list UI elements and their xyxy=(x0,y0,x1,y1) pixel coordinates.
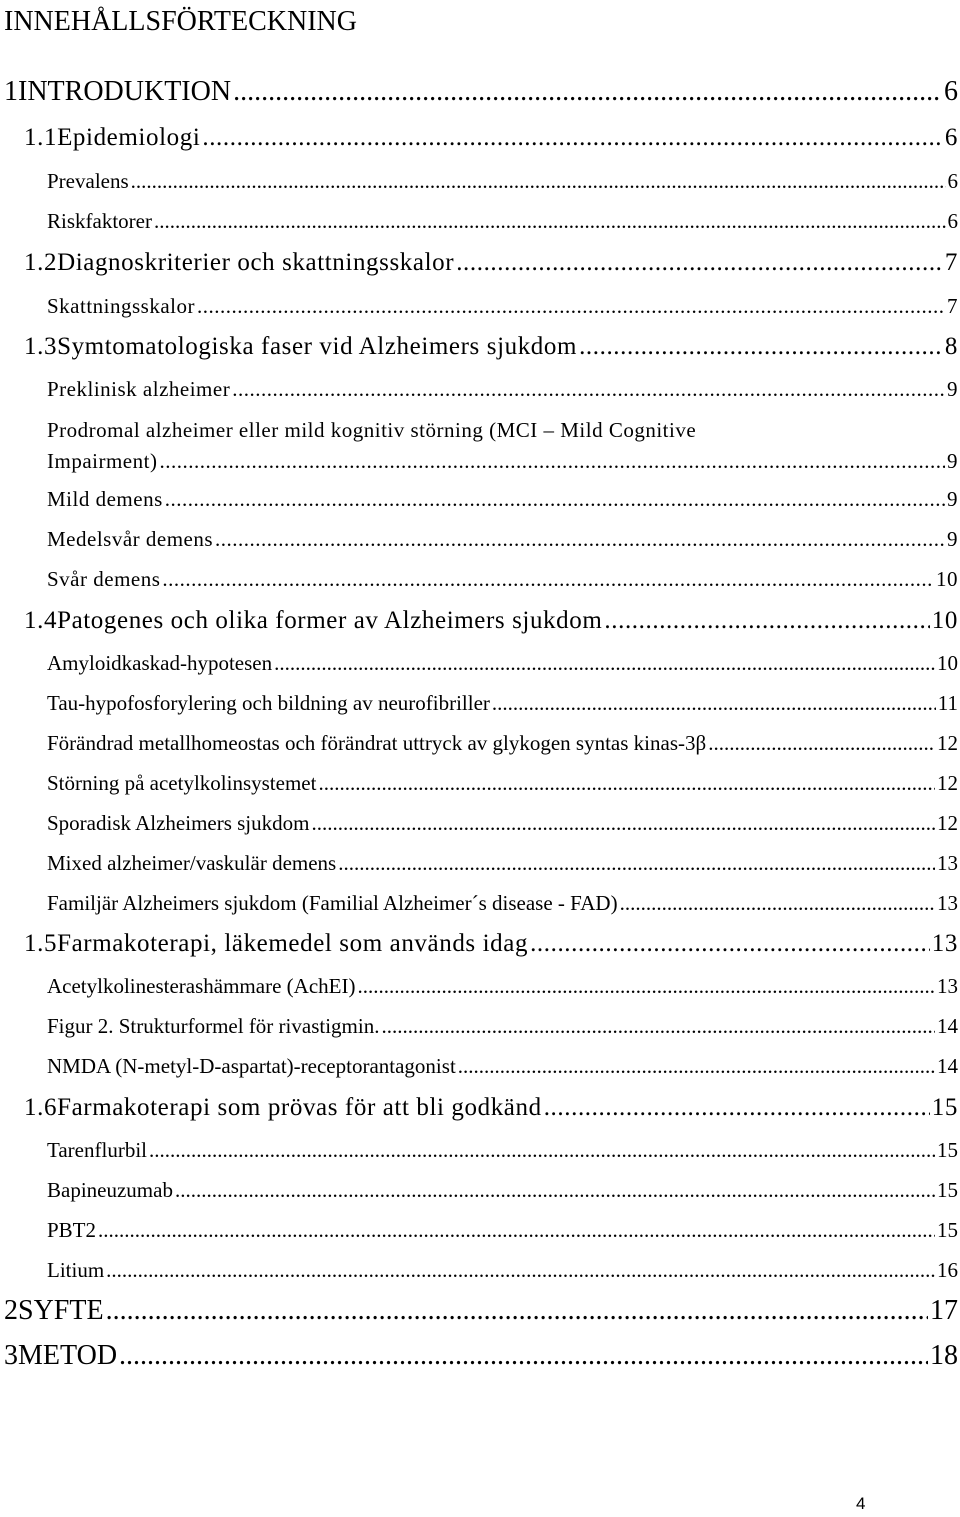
toc-entry-title: Tau-hypofosforylering och bildning av neurofibriller xyxy=(47,691,490,715)
toc-entry-medelsvar-demens[interactable] xyxy=(47,527,958,552)
toc-leader-dots xyxy=(708,731,935,756)
toc-entry-title: NMDA (N-metyl-D-aspartat)-receptorantagonist xyxy=(47,1054,456,1078)
toc-entry-number: 2 xyxy=(4,1295,18,1326)
toc-entry-syfte[interactable] xyxy=(4,1295,958,1327)
toc-entry-page: 12 xyxy=(937,771,958,795)
toc-entry-epidemiologi[interactable] xyxy=(24,124,958,152)
toc-leader-dots xyxy=(458,1054,935,1079)
toc-entry-number: 1.3 xyxy=(24,333,58,360)
toc-entry-title: Farmakoterapi, läkemedel som används idag xyxy=(57,930,529,957)
toc-entry-introduktion[interactable] xyxy=(4,76,958,108)
toc-entry-page: 10 xyxy=(937,651,958,675)
toc-leader-dots xyxy=(215,527,945,552)
toc-entry-page: 9 xyxy=(947,487,958,511)
toc-entry-farmakoterapi-idag[interactable] xyxy=(24,930,958,958)
toc-entry-nmda[interactable] xyxy=(47,1054,958,1079)
toc-entry-title: Tarenflurbil xyxy=(47,1138,147,1162)
toc-entry-metod[interactable] xyxy=(4,1340,958,1372)
toc-entry-page: 15 xyxy=(937,1178,958,1202)
toc-leader-dots xyxy=(162,567,934,592)
toc-leader-dots xyxy=(159,449,945,474)
toc-entry-number: 3 xyxy=(4,1340,18,1371)
toc-entry-farmakoterapi-provas[interactable] xyxy=(24,1094,958,1122)
toc-entry-page: 14 xyxy=(937,1014,958,1038)
toc-leader-dots xyxy=(620,891,935,916)
toc-entry-title: Medelsvår demens xyxy=(47,527,214,551)
toc-entry-page: 10 xyxy=(931,607,958,634)
toc-entry-amyloidkaskad[interactable] xyxy=(47,651,958,676)
toc-entry-bapineuzumab[interactable] xyxy=(47,1178,958,1203)
toc-entry-page: 6 xyxy=(944,76,958,107)
toc-entry-preklinisk-alzheimer[interactable] xyxy=(47,377,958,402)
page-number: 4 xyxy=(856,1494,866,1513)
toc-leader-dots xyxy=(311,811,935,836)
toc-entry-number: 1.1 xyxy=(24,124,58,151)
toc-entry-page: 7 xyxy=(947,294,958,318)
toc-entry-title: Sporadisk Alzheimers sjukdom xyxy=(47,811,310,835)
toc-leader-dots xyxy=(492,691,936,716)
toc-entry-title: Störning på acetylkolinsystemet xyxy=(47,771,317,795)
toc-entry-page: 12 xyxy=(937,731,958,755)
toc-entry-familjar-alzheimers[interactable] xyxy=(47,891,958,916)
toc-entry-number: 1.5 xyxy=(24,930,58,957)
toc-entry-page: 15 xyxy=(937,1218,958,1242)
toc-entry-title: Förändrad metallhomeostas och förändrat uttryck av glykogen syntas kinas-3β xyxy=(47,731,707,755)
toc-entry-svar-demens[interactable] xyxy=(47,567,958,592)
toc-heading: INNEHÅLLSFÖRTECKNING xyxy=(4,6,357,37)
toc-leader-dots xyxy=(232,377,945,402)
toc-entry-page: 9 xyxy=(947,377,958,401)
toc-entry-page: 8 xyxy=(944,333,958,360)
toc-entry-title: Epidemiologi xyxy=(57,124,201,151)
toc-entry-title: Diagnoskriterier och skattningsskalor xyxy=(57,249,455,276)
toc-leader-dots xyxy=(197,294,945,319)
toc-leader-dots xyxy=(106,1258,935,1283)
toc-leader-dots xyxy=(98,1218,935,1243)
toc-entry-number: 1.6 xyxy=(24,1094,58,1121)
toc-entry-page: 6 xyxy=(947,169,958,193)
toc-entry-litium[interactable] xyxy=(47,1258,958,1283)
toc-leader-dots xyxy=(119,1340,928,1372)
toc-leader-dots xyxy=(357,974,935,999)
toc-entry-title: Patogenes och olika former av Alzheimers sjukdom xyxy=(57,607,603,634)
toc-entry-acetylkolinsystemet[interactable] xyxy=(47,771,958,796)
toc-entry-page: 15 xyxy=(931,1094,958,1121)
toc-entry-title: SYFTE xyxy=(18,1295,104,1326)
toc-entry-pbt2[interactable] xyxy=(47,1218,958,1243)
toc-leader-dots xyxy=(149,1138,935,1163)
toc-entry-page: 6 xyxy=(947,209,958,233)
toc-leader-dots xyxy=(154,209,946,234)
toc-entry-page: 11 xyxy=(937,691,958,715)
toc-entry-title: Mild demens xyxy=(47,487,163,511)
toc-entry-title: METOD xyxy=(18,1340,118,1371)
toc-entry-title: Litium xyxy=(47,1258,105,1282)
toc-leader-dots xyxy=(579,333,943,361)
toc-entry-page: 18 xyxy=(930,1340,958,1371)
toc-entry-page: 7 xyxy=(944,249,958,276)
toc-entry-page: 15 xyxy=(937,1138,958,1162)
toc-entry-title: Prevalens xyxy=(47,169,129,193)
toc-entry-number: 1.4 xyxy=(24,607,58,634)
toc-leader-dots xyxy=(456,249,943,277)
toc-entry-title: Impairment) xyxy=(47,449,158,473)
toc-entry-tau-hypofosforylering[interactable] xyxy=(47,691,958,716)
toc-entry-page: 9 xyxy=(947,527,958,551)
toc-entry-number: 1 xyxy=(4,76,18,107)
toc-leader-dots xyxy=(106,1295,928,1327)
toc-entry-title: Mixed alzheimer/vaskulär demens xyxy=(47,851,337,875)
toc-entry-number: 1.2 xyxy=(24,249,58,276)
toc-entry-acetylkolinesterashammare[interactable] xyxy=(47,974,958,999)
toc-entry-title: Symtomatologiska faser vid Alzheimers sjukdom xyxy=(57,333,578,360)
toc-entry-page: 13 xyxy=(937,851,958,875)
toc-leader-dots xyxy=(381,1014,935,1039)
toc-entry-skattningsskalor[interactable] xyxy=(47,294,958,319)
toc-entry-page: 14 xyxy=(937,1054,958,1078)
toc-entry-title: Figur 2. Strukturformel för rivastigmin. xyxy=(47,1014,380,1038)
toc-entry-mild-demens[interactable] xyxy=(47,487,958,512)
toc-entry-title: Skattningsskalor xyxy=(47,294,195,318)
toc-entry-riskfaktorer[interactable] xyxy=(47,209,958,234)
toc-entry-page: 16 xyxy=(937,1258,958,1282)
toc-leader-dots xyxy=(318,771,935,796)
toc-entry-metallhomeostas[interactable] xyxy=(47,731,958,756)
toc-entry-page: 13 xyxy=(931,930,958,957)
toc-entry-page: 12 xyxy=(937,811,958,835)
toc-entry-title: Svår demens xyxy=(47,567,161,591)
toc-entry-title: Bapineuzumab xyxy=(47,1178,173,1202)
toc-entry-title: PBT2 xyxy=(47,1218,97,1242)
toc-entry-title: Farmakoterapi som prövas för att bli godkänd xyxy=(57,1094,542,1121)
toc-leader-dots xyxy=(604,607,929,635)
toc-entry-diagnoskriterier[interactable] xyxy=(24,249,958,277)
toc-entry-sporadisk-alzheimers[interactable] xyxy=(47,811,958,836)
toc-leader-dots xyxy=(202,124,943,152)
toc-entry-title: Acetylkolinesterashämmare (AchEI) xyxy=(47,974,356,998)
toc-entry-title: INTRODUKTION xyxy=(18,76,232,107)
toc-entry-mixed-alzheimer[interactable] xyxy=(47,851,958,876)
toc-leader-dots xyxy=(131,169,946,194)
toc-entry-prodromal-alzheimer[interactable] xyxy=(47,449,958,474)
toc-entry-title: Riskfaktorer xyxy=(47,209,152,233)
toc-entry-title: Familjär Alzheimers sjukdom (Familial Alzheimer´s disease - FAD) xyxy=(47,891,618,915)
toc-entry-prevalens[interactable] xyxy=(47,169,958,194)
toc-leader-dots xyxy=(544,1094,930,1122)
toc-entry-title: Amyloidkaskad-hypotesen xyxy=(47,651,273,675)
toc-entry-page: 13 xyxy=(937,891,958,915)
toc-entry-tarenflurbil[interactable] xyxy=(47,1138,958,1163)
toc-entry-page: 10 xyxy=(936,567,958,591)
toc-leader-dots xyxy=(530,930,930,958)
toc-entry-page: 13 xyxy=(937,974,958,998)
toc-leader-dots xyxy=(338,851,935,876)
toc-entry-patogenes[interactable] xyxy=(24,607,958,635)
toc-entry-page: 9 xyxy=(947,449,958,473)
toc-leader-dots xyxy=(274,651,935,676)
toc-entry-figur-2[interactable] xyxy=(47,1014,958,1039)
toc-entry-page: 6 xyxy=(944,124,958,151)
toc-entry-symtomatologiska-faser[interactable] xyxy=(24,333,958,361)
toc-leader-dots xyxy=(233,76,942,108)
toc-leader-dots xyxy=(165,487,945,512)
toc-entry-prodromal-line1[interactable]: Prodromal alzheimer eller mild kognitiv störning (MCI – Mild Cognitive xyxy=(47,418,697,442)
toc-entry-page: 17 xyxy=(930,1295,958,1326)
toc-leader-dots xyxy=(175,1178,935,1203)
toc-entry-title: Preklinisk alzheimer xyxy=(47,377,231,401)
